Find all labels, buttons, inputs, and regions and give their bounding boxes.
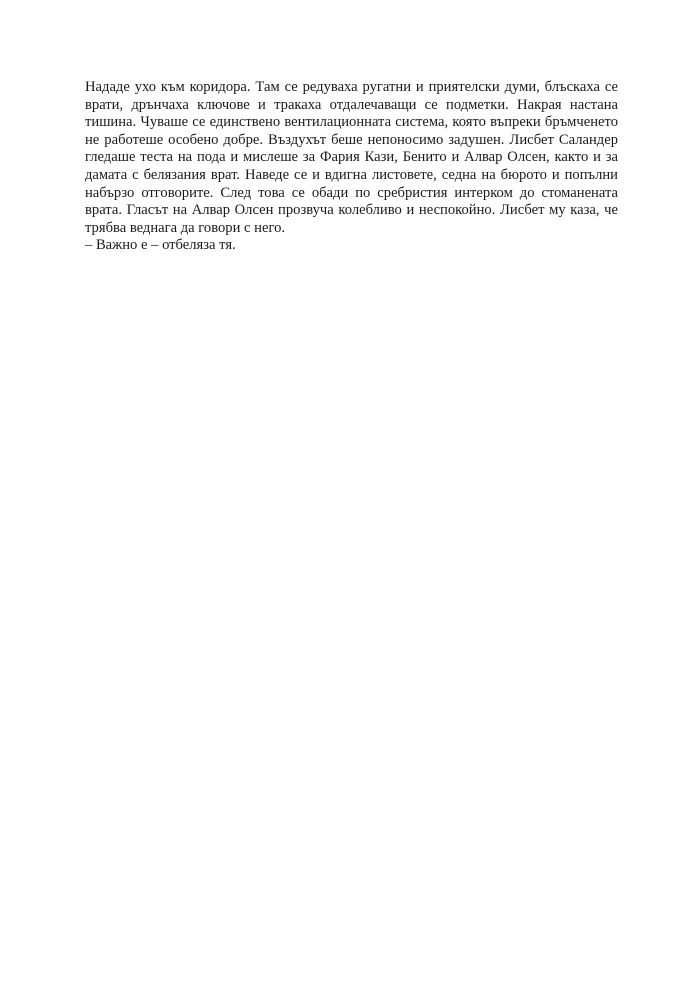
dialogue-line: – Важно е – отбеляза тя. (85, 237, 236, 254)
paragraph: Нададе ухо към коридора. Там се редуваха ругатни и приятелски думи, блъскаха се врати, дрънчаха ключове и тракаха отдалечаващи се подметки. Накрая настана тишина. Чуваше се единствено вентилационната система, която въпреки бръмченето не работеше особено добре. Въздухът беше непоносимо задушен. Лисбет Саландер гледаше теста на пода и мислеше за Фария Кази, Бенито и Алвар Олсен, както и за дамата с белязания врат. Наведе се и вдигна листовете, седна на бюрото и попълни набързо отговорите. След това се обади по сребристия интерком до стоманената врата. Гласът на Алвар Олсен прозвуча колебливо и неспокойно. Лисбет му каза, че трябва веднага да говори с него. (85, 79, 618, 236)
text-block (85, 79, 618, 255)
